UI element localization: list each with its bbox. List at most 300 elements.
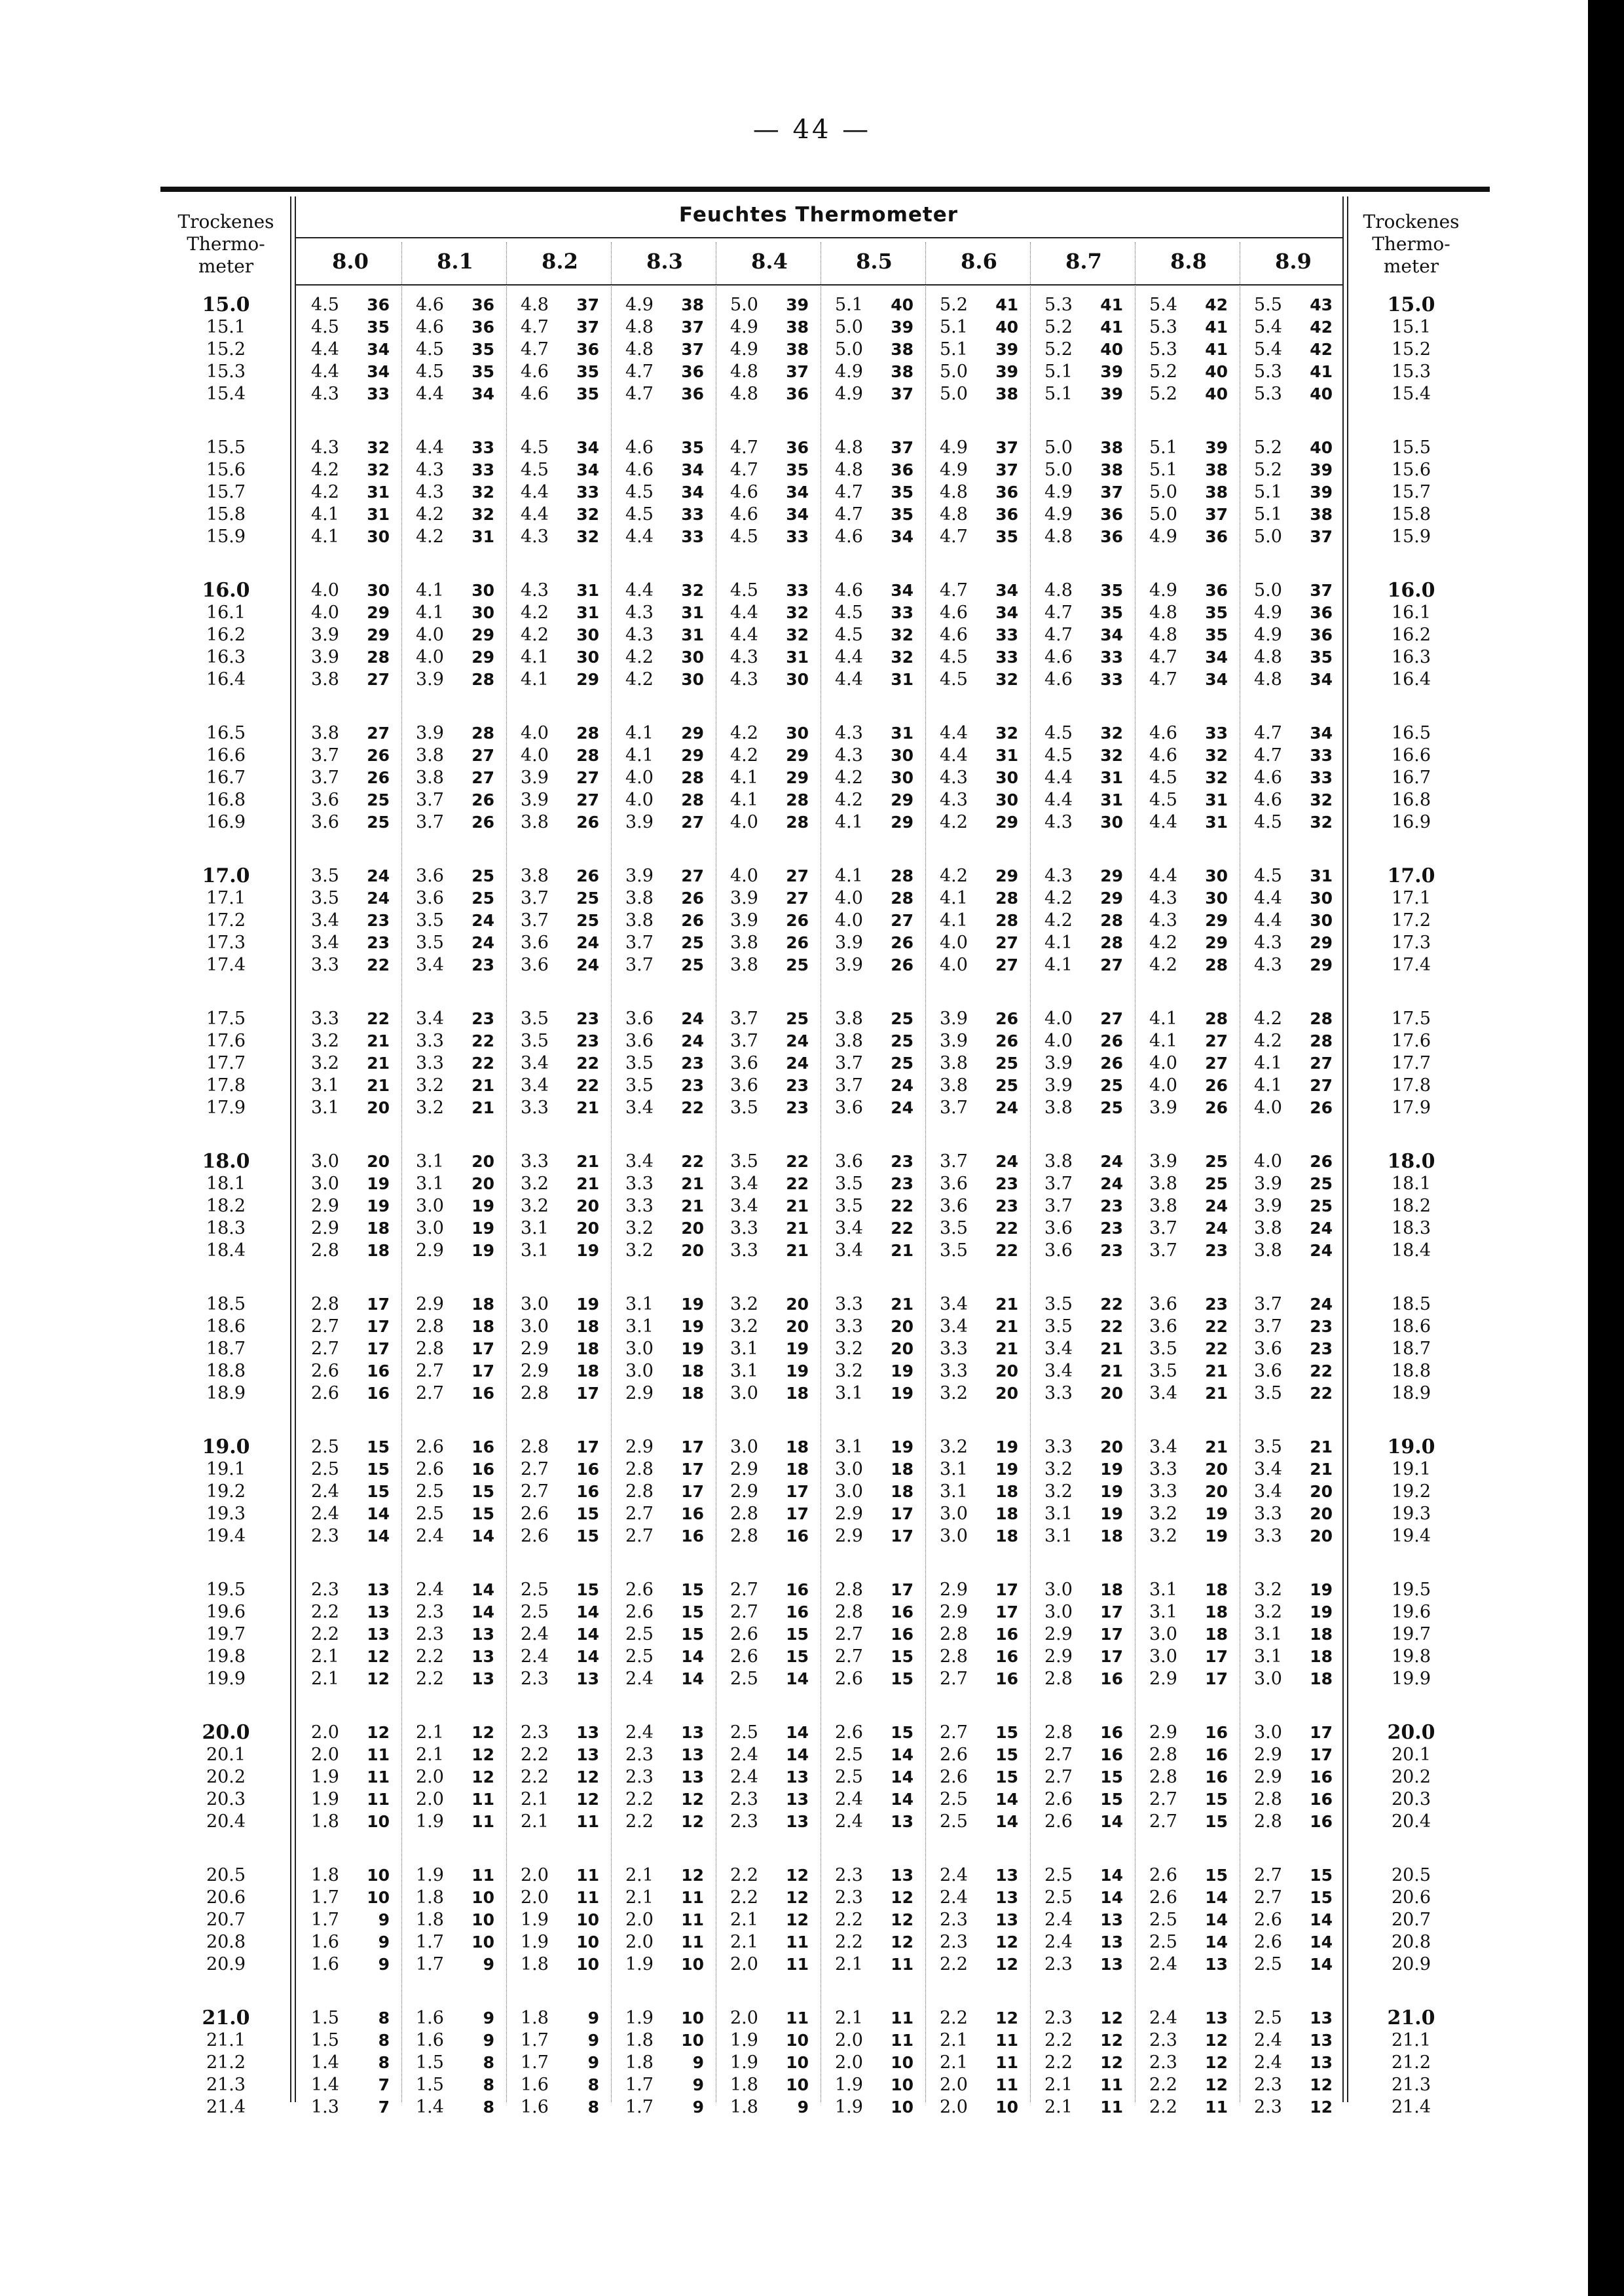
relative-humidity-value: 15 (891, 1669, 913, 1688)
relative-humidity-value: 11 (995, 2075, 1018, 2094)
table-cell (298, 602, 403, 623)
relative-humidity-value: 35 (367, 318, 390, 337)
table-cell (1136, 1932, 1241, 1953)
vapor-pressure-value: 4.6 (416, 317, 444, 337)
table-row (160, 437, 1477, 458)
table-cell (298, 1031, 403, 1052)
table-row (160, 2030, 1477, 2051)
vapor-pressure-value: 2.4 (625, 1722, 654, 1743)
vapor-pressure-value: 2.9 (625, 1383, 654, 1403)
vapor-pressure-value: 5.3 (1044, 295, 1073, 315)
relative-humidity-value: 36 (891, 460, 913, 479)
relative-humidity-value: 23 (367, 911, 390, 930)
column-header: 8.6 (961, 249, 997, 274)
table-cell (612, 1294, 717, 1315)
table-cell (1136, 504, 1241, 525)
table-cell (612, 1954, 717, 1975)
relative-humidity-value: 36 (471, 318, 494, 337)
table-cell (822, 1669, 927, 1690)
vapor-pressure-value: 3.7 (835, 1053, 863, 1073)
vapor-pressure-value: 3.0 (730, 1437, 758, 1457)
vapor-pressure-value: 4.8 (1044, 580, 1073, 601)
relative-humidity-value: 19 (995, 1460, 1018, 1479)
relative-humidity-value: 20 (1310, 1504, 1333, 1523)
relative-humidity-value: 41 (1205, 340, 1228, 359)
table-row (160, 910, 1477, 931)
relative-humidity-value: 39 (1310, 460, 1333, 479)
vapor-pressure-value: 3.3 (940, 1361, 968, 1381)
table-cell (403, 1932, 507, 1953)
vapor-pressure-value: 3.8 (1254, 1240, 1282, 1261)
table-cell (298, 295, 403, 316)
vapor-pressure-value: 4.2 (1149, 933, 1177, 953)
table-cell (1031, 812, 1136, 833)
vapor-pressure-value: 4.3 (940, 768, 968, 788)
relative-humidity-value: 34 (891, 581, 913, 600)
table-cell (612, 1910, 717, 1931)
relative-humidity-value: 25 (1100, 1098, 1123, 1117)
table-cell (1031, 460, 1136, 481)
relative-humidity-value: 30 (576, 648, 599, 667)
table-cell (822, 1954, 927, 1975)
table-cell (822, 1459, 927, 1480)
psychrometric-table (160, 196, 1477, 2117)
relative-humidity-value: 26 (891, 933, 913, 952)
table-cell (403, 1954, 507, 1975)
relative-humidity-value: 39 (1100, 362, 1123, 381)
vapor-pressure-value: 4.3 (1254, 955, 1282, 975)
table-cell (507, 1932, 612, 1953)
vapor-pressure-value: 3.7 (1149, 1240, 1177, 1261)
relative-humidity-value: 11 (576, 1812, 599, 1831)
vapor-pressure-value: 5.0 (940, 361, 968, 382)
table-cell (927, 1887, 1031, 1908)
vapor-pressure-value: 3.6 (1044, 1240, 1073, 1261)
relative-humidity-value: 36 (995, 483, 1018, 502)
table-cell (298, 1910, 403, 1931)
dry-temp-right: 20.3 (1391, 1789, 1431, 1809)
vapor-pressure-value: 2.1 (521, 1789, 549, 1809)
relative-humidity-value: 16 (995, 1625, 1018, 1644)
table-cell (1241, 2008, 1346, 2029)
relative-humidity-value: 19 (471, 1241, 494, 1260)
dry-temp-left: 20.9 (206, 1954, 246, 1974)
vapor-pressure-value: 2.3 (1044, 1954, 1073, 1974)
table-cell (507, 647, 612, 668)
vapor-pressure-value: 2.8 (521, 1383, 549, 1403)
table-cell (927, 1098, 1031, 1119)
dry-temp-right: 18.0 (1387, 1150, 1435, 1173)
vapor-pressure-value: 2.6 (1149, 1865, 1177, 1885)
vapor-pressure-value: 4.0 (625, 790, 654, 810)
relative-humidity-value: 13 (1205, 1955, 1228, 1974)
relative-humidity-value: 13 (1205, 2009, 1228, 2028)
table-cell (717, 1646, 822, 1667)
vapor-pressure-value: 4.6 (835, 527, 863, 547)
table-cell (1031, 1053, 1136, 1074)
vapor-pressure-value: 3.8 (730, 933, 758, 953)
vapor-pressure-value: 2.8 (416, 1316, 444, 1337)
table-cell (822, 384, 927, 405)
vapor-pressure-value: 4.0 (311, 580, 339, 601)
vapor-pressure-value: 1.5 (311, 2008, 339, 2028)
relative-humidity-value: 26 (786, 911, 809, 930)
relative-humidity-value: 13 (891, 1812, 913, 1831)
relative-humidity-value: 25 (1310, 1196, 1333, 1215)
table-cell (1241, 1294, 1346, 1315)
table-cell (298, 1339, 403, 1360)
relative-humidity-value: 11 (367, 1768, 390, 1787)
relative-humidity-value: 30 (995, 768, 1018, 787)
table-cell (927, 1294, 1031, 1315)
table-cell (1136, 1669, 1241, 1690)
vapor-pressure-value: 5.4 (1149, 295, 1177, 315)
vapor-pressure-value: 2.5 (416, 1481, 444, 1502)
vapor-pressure-value: 2.4 (1254, 2052, 1282, 2073)
relative-humidity-value: 29 (471, 648, 494, 667)
vapor-pressure-value: 4.1 (835, 812, 863, 832)
vapor-pressure-value: 2.1 (1044, 2075, 1073, 2095)
vapor-pressure-value: 4.4 (1254, 910, 1282, 931)
vapor-pressure-value: 2.9 (311, 1196, 339, 1216)
vapor-pressure-value: 2.4 (416, 1580, 444, 1600)
vapor-pressure-value: 1.9 (625, 1954, 654, 1974)
table-row (160, 1294, 1477, 1315)
vapor-pressure-value: 4.0 (625, 768, 654, 788)
table-cell (717, 1009, 822, 1029)
relative-humidity-value: 29 (995, 813, 1018, 832)
vapor-pressure-value: 3.1 (1254, 1646, 1282, 1667)
relative-humidity-value: 31 (367, 483, 390, 502)
relative-humidity-value: 12 (1205, 2053, 1228, 2072)
relative-humidity-value: 35 (1205, 603, 1228, 622)
table-cell (717, 812, 822, 833)
table-cell (298, 866, 403, 887)
table-cell (298, 1811, 403, 1832)
relative-humidity-value: 26 (1100, 1054, 1123, 1073)
table-cell (507, 1811, 612, 1832)
vapor-pressure-value: 2.4 (311, 1481, 339, 1502)
vapor-pressure-value: 2.5 (1044, 1887, 1073, 1908)
vapor-pressure-value: 1.9 (521, 1910, 549, 1930)
relative-humidity-value: 34 (1205, 670, 1228, 689)
table-cell (717, 437, 822, 458)
vapor-pressure-value: 1.8 (625, 2030, 654, 2050)
dry-temp-right: 20.0 (1387, 1721, 1435, 1744)
vapor-pressure-value: 3.5 (730, 1098, 758, 1118)
table-cell (1136, 2008, 1241, 2029)
table-cell (717, 1865, 822, 1886)
table-cell (1031, 295, 1136, 316)
table-cell (403, 295, 507, 316)
table-cell (1241, 1009, 1346, 1029)
vapor-pressure-value: 4.4 (1149, 812, 1177, 832)
relative-humidity-value: 34 (576, 438, 599, 457)
vapor-pressure-value: 3.6 (625, 1031, 654, 1051)
vapor-pressure-value: 2.8 (730, 1504, 758, 1524)
relative-humidity-value: 32 (891, 648, 913, 667)
dry-temp-right: 16.9 (1391, 812, 1431, 832)
table-cell (717, 1437, 822, 1458)
table-cell (1241, 1031, 1346, 1052)
relative-humidity-value: 11 (891, 2009, 913, 2028)
table-cell (298, 625, 403, 646)
relative-humidity-value: 19 (681, 1317, 704, 1336)
vapor-pressure-value: 2.2 (940, 2008, 968, 2028)
vapor-pressure-value: 4.1 (311, 527, 339, 547)
table-cell (612, 361, 717, 382)
vapor-pressure-value: 4.3 (835, 745, 863, 766)
vapor-pressure-value: 3.9 (1254, 1174, 1282, 1194)
relative-humidity-value: 32 (1310, 813, 1333, 832)
vapor-pressure-value: 1.4 (416, 2097, 444, 2117)
vapor-pressure-value: 4.3 (521, 580, 549, 601)
table-cell (298, 1098, 403, 1119)
vapor-pressure-value: 2.9 (1149, 1669, 1177, 1689)
vapor-pressure-value: 4.7 (625, 384, 654, 404)
relative-humidity-value: 14 (681, 1647, 704, 1666)
vapor-pressure-value: 5.0 (730, 295, 758, 315)
table-cell (507, 790, 612, 811)
table-row (160, 1031, 1477, 1052)
vapor-pressure-value: 3.5 (625, 1053, 654, 1073)
vapor-pressure-value: 2.7 (311, 1339, 339, 1359)
table-row (160, 812, 1477, 833)
table-row (160, 1865, 1477, 1886)
table-cell (1136, 295, 1241, 316)
table-cell (717, 2030, 822, 2051)
table-row (160, 460, 1477, 481)
table-cell (507, 1722, 612, 1743)
relative-humidity-value: 15 (1205, 1812, 1228, 1831)
table-cell (1136, 1437, 1241, 1458)
table-cell (507, 1098, 612, 1119)
vapor-pressure-value: 1.8 (521, 1954, 549, 1974)
vapor-pressure-value: 4.2 (1254, 1031, 1282, 1051)
relative-humidity-value: 37 (891, 438, 913, 457)
relative-humidity-value: 14 (681, 1669, 704, 1688)
vapor-pressure-value: 5.0 (1254, 580, 1282, 601)
table-cell (1136, 1294, 1241, 1315)
table-cell (717, 647, 822, 668)
relative-humidity-value: 32 (576, 527, 599, 546)
vapor-pressure-value: 2.3 (311, 1580, 339, 1600)
table-cell (1136, 1009, 1241, 1029)
table-cell (1241, 1624, 1346, 1645)
vapor-pressure-value: 2.7 (1044, 1745, 1073, 1765)
vapor-pressure-value: 3.8 (311, 723, 339, 743)
table-cell (927, 2052, 1031, 2073)
relative-humidity-value: 19 (681, 1339, 704, 1358)
relative-humidity-value: 35 (786, 460, 809, 479)
table-cell (1136, 1624, 1241, 1645)
dry-temp-right: 18.8 (1391, 1361, 1431, 1381)
dry-temp-left: 17.1 (206, 888, 246, 908)
table-cell (1136, 768, 1241, 788)
table-row (160, 1361, 1477, 1382)
dry-temp-right: 16.6 (1391, 745, 1431, 766)
relative-humidity-value: 23 (576, 1009, 599, 1028)
table-cell (717, 1098, 822, 1119)
column-rule (290, 196, 291, 2102)
relative-humidity-value: 16 (576, 1482, 599, 1501)
table-cell (507, 1151, 612, 1172)
vapor-pressure-value: 2.1 (1044, 2097, 1073, 2117)
dry-temp-right: 17.8 (1391, 1075, 1431, 1096)
vapor-pressure-value: 2.8 (940, 1646, 968, 1667)
vapor-pressure-value: 2.9 (1254, 1745, 1282, 1765)
relative-humidity-value: 28 (681, 768, 704, 787)
relative-humidity-value: 22 (786, 1174, 809, 1193)
relative-humidity-value: 21 (576, 1174, 599, 1193)
relative-humidity-value: 26 (471, 813, 494, 832)
table-cell (927, 580, 1031, 601)
table-cell (1031, 910, 1136, 931)
vapor-pressure-value: 3.7 (940, 1151, 968, 1172)
vapor-pressure-value: 4.9 (1044, 504, 1073, 525)
dry-temp-right: 15.1 (1391, 317, 1431, 337)
relative-humidity-value: 13 (576, 1723, 599, 1742)
dry-temp-right: 19.6 (1391, 1602, 1431, 1622)
table-row (160, 1910, 1477, 1931)
table-cell (1136, 1481, 1241, 1502)
vapor-pressure-value: 2.7 (625, 1526, 654, 1546)
vapor-pressure-value: 3.2 (940, 1437, 968, 1457)
vapor-pressure-value: 3.0 (416, 1196, 444, 1216)
relative-humidity-value: 30 (786, 724, 809, 743)
relative-humidity-value: 27 (1100, 955, 1123, 974)
relative-humidity-value: 18 (576, 1317, 599, 1336)
table-cell (507, 361, 612, 382)
table-cell (927, 1383, 1031, 1404)
table-cell (612, 482, 717, 503)
table-cell (717, 2052, 822, 2073)
vapor-pressure-value: 3.5 (1149, 1339, 1177, 1359)
relative-humidity-value: 35 (576, 362, 599, 381)
relative-humidity-value: 17 (367, 1295, 390, 1314)
relative-humidity-value: 36 (681, 362, 704, 381)
relative-humidity-value: 27 (995, 955, 1018, 974)
table-cell (822, 1767, 927, 1788)
relative-humidity-value: 21 (891, 1295, 913, 1314)
table-cell (822, 1196, 927, 1217)
table-cell (1241, 339, 1346, 360)
vapor-pressure-value: 4.2 (416, 504, 444, 525)
relative-humidity-value: 16 (1100, 1745, 1123, 1764)
vapor-pressure-value: 2.2 (311, 1602, 339, 1622)
vapor-pressure-value: 3.9 (940, 1031, 968, 1051)
relative-humidity-value: 39 (1100, 384, 1123, 403)
relative-humidity-value: 38 (1205, 483, 1228, 502)
vapor-pressure-value: 3.4 (1044, 1339, 1073, 1359)
relative-humidity-value: 26 (1100, 1031, 1123, 1050)
dry-temp-right: 17.0 (1387, 864, 1435, 887)
table-cell (927, 790, 1031, 811)
vapor-pressure-value: 4.1 (730, 790, 758, 810)
vapor-pressure-value: 3.8 (940, 1075, 968, 1096)
column-rule (1342, 196, 1344, 2102)
table-cell (298, 1075, 403, 1096)
vapor-pressure-value: 4.6 (940, 625, 968, 645)
relative-humidity-value: 25 (995, 1054, 1018, 1073)
vapor-pressure-value: 4.4 (311, 361, 339, 382)
relative-humidity-value: 12 (576, 1768, 599, 1787)
dry-temp-left: 15.7 (206, 482, 246, 502)
relative-humidity-value: 15 (1310, 1866, 1333, 1885)
table-cell (612, 1075, 717, 1096)
vapor-pressure-value: 4.6 (1044, 669, 1073, 690)
relative-humidity-value: 22 (1310, 1384, 1333, 1403)
relative-humidity-value: 38 (1100, 438, 1123, 457)
table-cell (298, 1218, 403, 1239)
table-cell (507, 2097, 612, 2118)
table-cell (612, 1053, 717, 1074)
table-cell (1136, 1053, 1241, 1074)
vapor-pressure-value: 2.1 (835, 2008, 863, 2028)
relative-humidity-value: 22 (576, 1054, 599, 1073)
relative-humidity-value: 16 (1310, 1768, 1333, 1787)
vapor-pressure-value: 4.5 (1254, 866, 1282, 886)
table-cell (1241, 1383, 1346, 1404)
relative-humidity-value: 21 (576, 1152, 599, 1171)
relative-humidity-value: 25 (786, 1009, 809, 1028)
dry-temp-left: 19.0 (202, 1435, 250, 1458)
vapor-pressure-value: 3.5 (940, 1218, 968, 1238)
relative-humidity-value: 34 (1310, 724, 1333, 743)
table-cell (1031, 1811, 1136, 1832)
table-cell (1241, 2097, 1346, 2118)
relative-humidity-value: 26 (576, 813, 599, 832)
vapor-pressure-value: 2.7 (1254, 1887, 1282, 1908)
table-cell (1241, 2030, 1346, 2051)
dry-temp-right: 16.1 (1391, 602, 1431, 623)
vapor-pressure-value: 4.6 (521, 384, 549, 404)
vapor-pressure-value: 3.1 (1149, 1580, 1177, 1600)
relative-humidity-value: 10 (786, 2075, 809, 2094)
vapor-pressure-value: 3.1 (730, 1339, 758, 1359)
vapor-pressure-value: 2.8 (1044, 1669, 1073, 1689)
relative-humidity-value: 9 (483, 2031, 494, 2050)
relative-humidity-value: 34 (681, 483, 704, 502)
relative-humidity-value: 18 (1100, 1580, 1123, 1599)
vapor-pressure-value: 4.1 (940, 888, 968, 908)
relative-humidity-value: 25 (576, 889, 599, 908)
relative-humidity-value: 22 (681, 1098, 704, 1117)
relative-humidity-value: 26 (1310, 1098, 1333, 1117)
relative-humidity-value: 34 (576, 460, 599, 479)
table-row (160, 745, 1477, 766)
table-cell (1241, 790, 1346, 811)
table-cell (1031, 2052, 1136, 2073)
table-cell (507, 866, 612, 887)
vapor-pressure-value: 3.7 (835, 1075, 863, 1096)
vapor-pressure-value: 4.2 (521, 625, 549, 645)
relative-humidity-value: 12 (471, 1723, 494, 1742)
table-row (160, 1722, 1477, 1743)
table-cell (717, 1580, 822, 1601)
relative-humidity-value: 34 (367, 362, 390, 381)
table-row (160, 482, 1477, 503)
table-cell (298, 1865, 403, 1886)
vapor-pressure-value: 2.9 (1254, 1767, 1282, 1787)
relative-humidity-value: 11 (786, 1933, 809, 1952)
table-cell (1136, 1646, 1241, 1667)
dry-temp-right: 16.4 (1391, 669, 1431, 690)
table-cell (717, 933, 822, 954)
relative-humidity-value: 9 (587, 2009, 599, 2028)
vapor-pressure-value: 2.5 (940, 1789, 968, 1809)
relative-humidity-value: 13 (1310, 2009, 1333, 2028)
